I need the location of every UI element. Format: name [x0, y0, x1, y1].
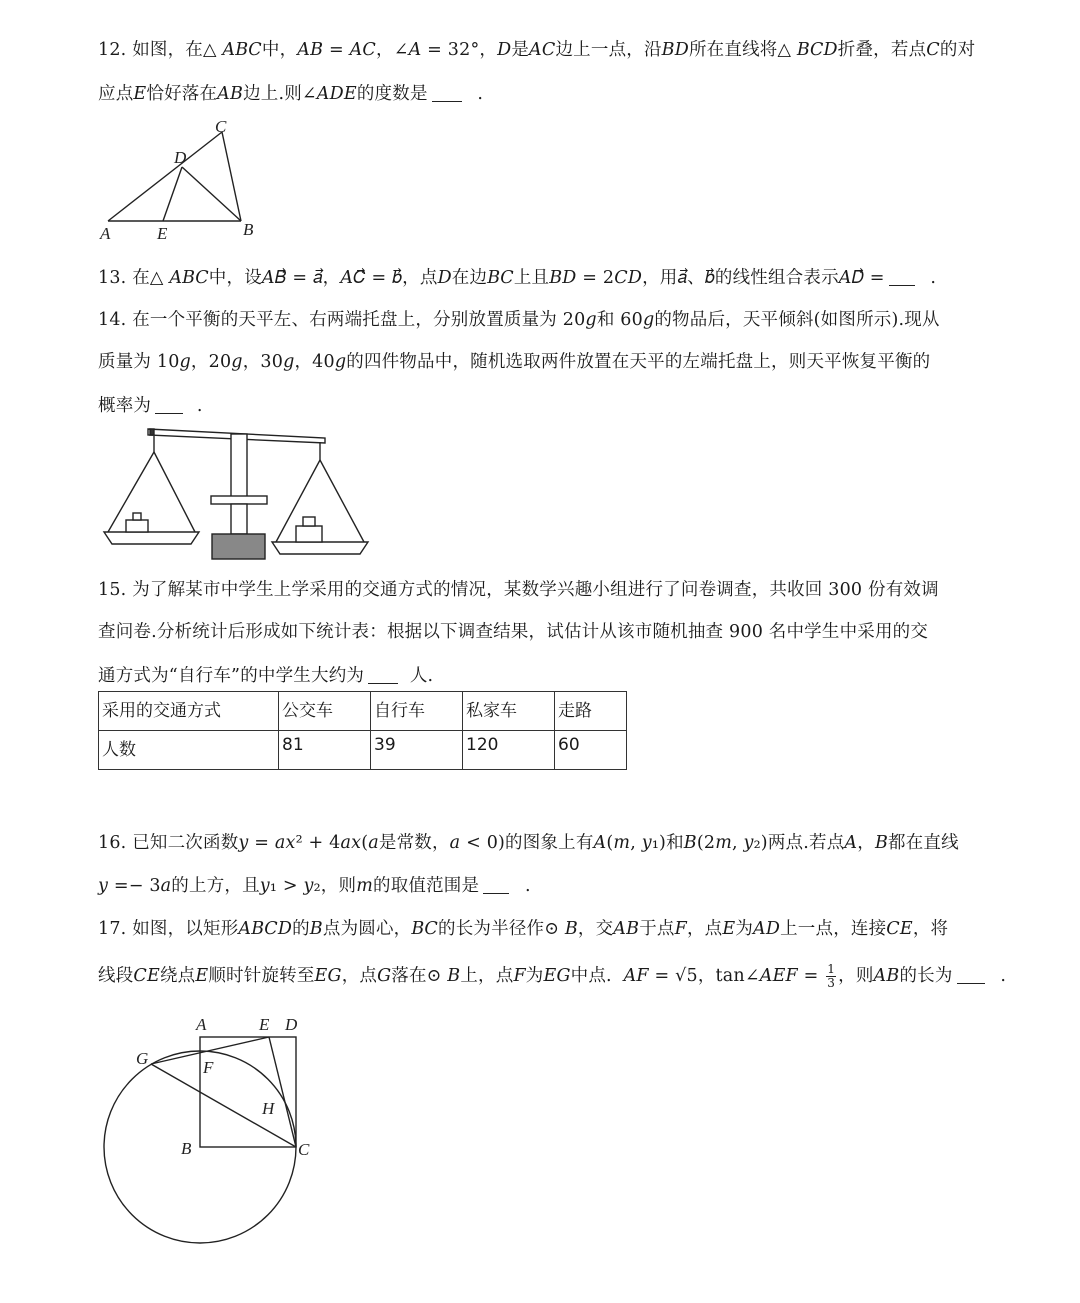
q12-label-a: A: [100, 224, 111, 243]
q17-label-h: H: [262, 1099, 275, 1118]
table-header-row: [99, 692, 627, 731]
fraction: [826, 963, 836, 990]
q17-line1: 17. 如图，以矩形𝐴𝐵𝐶𝐷的𝐵点为圆心，𝐵𝐶的长为半径作⊙ 𝐵，交𝐴𝐵于点𝐹，点𝐸为𝐴𝐷上一点，连接𝐶𝐸，将: [98, 919, 949, 939]
q17-label-a: A: [196, 1015, 207, 1034]
answer-blank: [155, 396, 183, 415]
q14-line1: 14. 在一个平衡的天平左、右两端托盘上，分别放置质量为 20𝑔和 60𝑔的物品后，天平倾斜(如图所示).现从: [98, 310, 940, 330]
q15-line2: 查问卷.分析统计后形成如下统计表：根据以下调查结果，试估计从该市随机抽查 900 名中学生中采用的交: [98, 622, 929, 642]
transport-survey-table: [98, 691, 627, 770]
table-cell: 私家车: [463, 692, 555, 731]
q16-period: .: [524, 876, 531, 896]
q14-balance-scale-figure: [100, 420, 380, 565]
table-cell: 人数: [99, 731, 279, 770]
q15-line3: [98, 662, 433, 687]
q12-label-b: B: [243, 220, 254, 239]
q12-period: .: [477, 84, 484, 104]
table-cell: 120: [463, 731, 555, 770]
q17-text-a: 线段𝐶𝐸绕点𝐸顺时针旋转至𝐸𝐺，点𝐺落在⊙ 𝐵上，点𝐹为𝐸𝐺中点.: [98, 966, 612, 986]
answer-blank: [957, 966, 985, 985]
table-cell: 自行车: [371, 692, 463, 731]
q14-line3: [98, 392, 203, 417]
q16-line2: [98, 872, 531, 897]
table-cell: 81: [279, 731, 371, 770]
q17-line2: [98, 962, 1006, 990]
q12-text: 应点𝐸恰好落在𝐴𝐵边上.则∠𝐴𝐷𝐸的度数是: [98, 84, 428, 104]
fraction-denominator: 3: [827, 976, 836, 990]
q17-label-g: G: [136, 1049, 149, 1068]
table-cell: 60: [555, 731, 627, 770]
q17-text-b: 𝐴𝐹 = √5，tan∠𝐴𝐸𝐹 =: [623, 966, 819, 986]
q17-label-b: B: [181, 1139, 192, 1158]
q12-label-d: D: [174, 148, 187, 167]
q12-label-c: C: [215, 117, 227, 136]
q12-label-e: E: [157, 224, 168, 243]
q17-label-f: F: [203, 1058, 214, 1077]
q15-unit: 人.: [409, 666, 434, 686]
table-row: [99, 731, 627, 770]
q13-line1: [98, 264, 936, 289]
q12-line2: [98, 80, 483, 105]
q17-label-e: E: [259, 1015, 270, 1034]
q16-text: 𝑦 =− 3𝑎的上方，且𝑦₁ > 𝑦₂，则𝑚的取值范围是: [98, 876, 480, 896]
q15-text: 通方式为“自行车”的中学生大约为: [98, 666, 365, 686]
answer-blank: [432, 84, 462, 103]
table-cell: 走路: [555, 692, 627, 731]
q13-text: 13. 在△ 𝐴𝐵𝐶中，设𝐴𝐵⃗ = 𝑎⃗，𝐴𝐶⃗ = 𝑏⃗，点𝐷在边𝐵𝐶上且𝐵𝐷 = 2𝐶𝐷，用𝑎⃗、𝑏⃗的线性组合表示𝐴𝐷⃗ =: [98, 268, 885, 288]
q13-period: .: [930, 268, 937, 288]
table-cell: 采用的交通方式: [99, 692, 279, 731]
q17-period: .: [1000, 966, 1007, 986]
q17-label-c: C: [298, 1140, 310, 1159]
q17-label-d: D: [285, 1015, 298, 1034]
fraction-numerator: 1: [827, 962, 836, 976]
q17-circle-rectangle-figure: [95, 1010, 335, 1245]
q14-period: .: [196, 396, 203, 416]
q15-line1: 15. 为了解某市中学生上学采用的交通方式的情况，某数学兴趣小组进行了问卷调查，共收回 300 份有效调: [98, 580, 939, 600]
answer-blank: [889, 268, 915, 287]
answer-blank: [368, 666, 398, 685]
q14-text: 概率为: [98, 396, 152, 416]
q14-line2: 质量为 10𝑔，20𝑔，30𝑔，40𝑔的四件物品中，随机选取两件放置在天平的左端托盘上，则天平恢复平衡的: [98, 352, 931, 372]
q16-line1: 16. 已知二次函数𝑦 = 𝑎𝑥² + 4𝑎𝑥(𝑎是常数，𝑎 < 0)的图象上有𝐴(𝑚, 𝑦₁)和𝐵(2𝑚, 𝑦₂)两点.若点𝐴，𝐵都在直线: [98, 833, 959, 853]
answer-blank: [483, 876, 509, 895]
q12-triangle-figure: [95, 110, 275, 245]
table-cell: 39: [371, 731, 463, 770]
table-cell: 公交车: [279, 692, 371, 731]
q17-text-c: ，则𝐴𝐵的长为: [838, 966, 953, 986]
q12-line1: 12. 如图，在△ 𝐴𝐵𝐶中，𝐴𝐵 = 𝐴𝐶，∠𝐴 = 32°，𝐷是𝐴𝐶边上一点，沿𝐵𝐷所在直线将△ 𝐵𝐶𝐷折叠，若点𝐶的对: [98, 40, 976, 60]
